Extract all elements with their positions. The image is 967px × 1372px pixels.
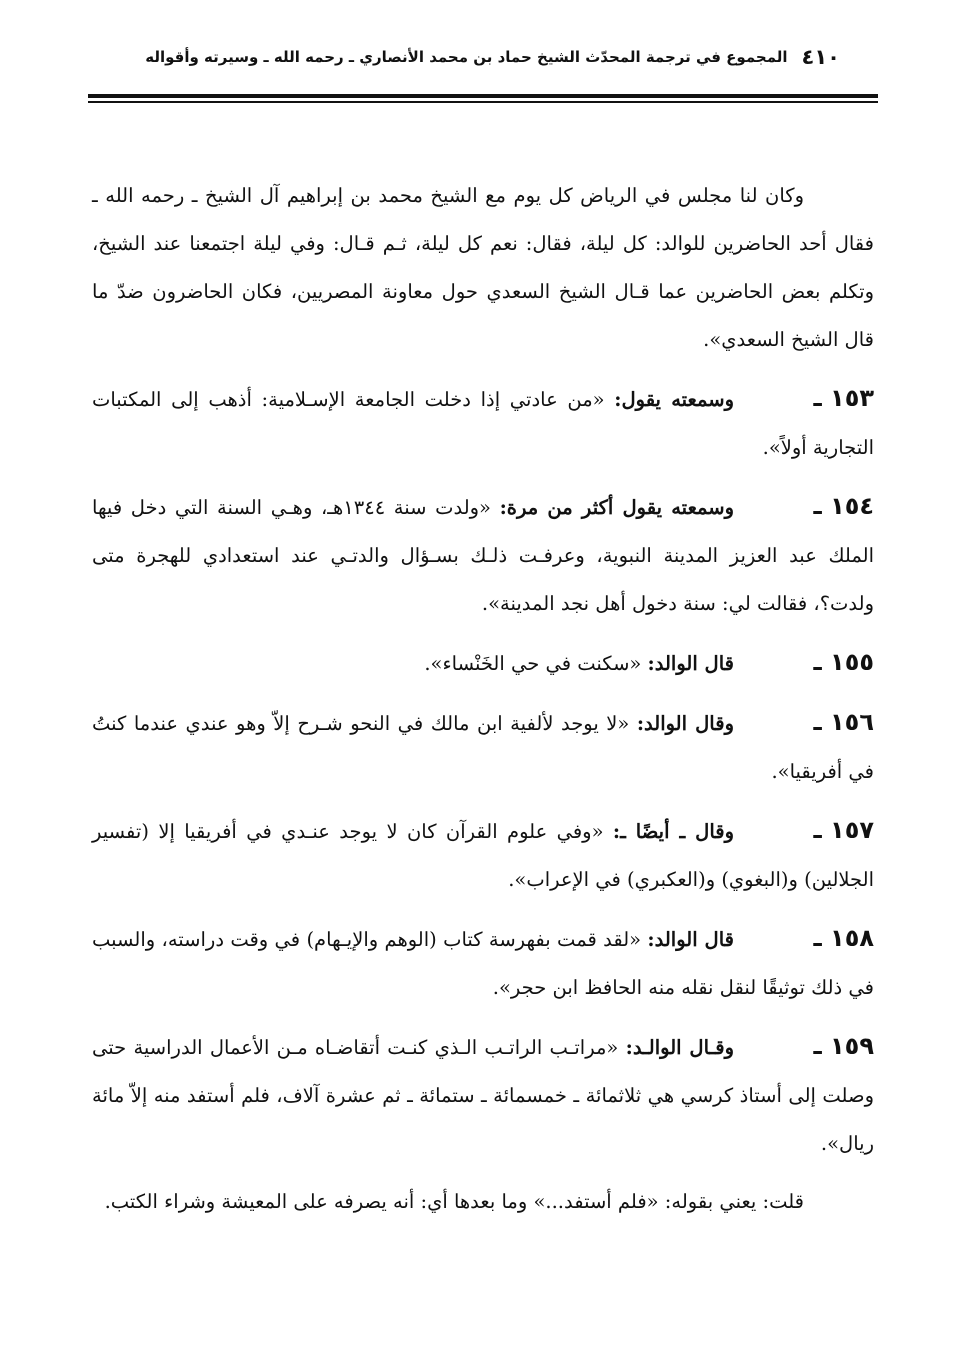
item-lead: قال الوالد: [647, 652, 734, 675]
item-153 [92, 374, 874, 472]
item-text: «وفي علوم القرآن كان لا يوجد عنـدي في أفريقيا إلا (تفسير الجلالين) و(البغوي) و(العكبري) في الإعراب». [92, 820, 874, 891]
item-159 [92, 1022, 874, 1168]
running-header [145, 40, 840, 74]
item-lead: وسمعته يقول: [614, 388, 734, 411]
item-lead: قال الوالد: [647, 928, 734, 951]
item-number: ١٥٧ ـ [813, 816, 874, 844]
item-number: ١٥٥ ـ [813, 648, 874, 676]
item-text: «لقد قمت بفهرسة كتاب (الوهم والإيـهام) في وقت دراسته، والسبب في ذلك توثيقًا لنقل نقله منه الحافظ ابن حجر». [92, 928, 874, 999]
item-lead: وسمعته يقول أكثر من مرة: [499, 496, 735, 519]
item-number: ١٥٨ ـ [813, 924, 874, 952]
item-number: ١٥٩ ـ [813, 1032, 874, 1060]
item-number: ١٥٦ ـ [813, 708, 874, 736]
item-text: «ولدت سنة ١٣٤٤هـ، وهـي السنة التي دخل فيها الملك عبد العزيز المدينة النبوية، وعرفـت ذلـك بسـؤال والدتـي عند استعدادي للهجرة متى ولدت؟، فقالت لي: سنة دخول أهل نجد المدينة». [92, 496, 874, 615]
item-lead: وقال الوالد: [636, 712, 734, 735]
item-number: ١٥٤ ـ [813, 492, 875, 520]
item-157 [92, 806, 874, 904]
item-text: «مراتـب الراتـب الـذي كنـت أتقاضـاه مـن الأعمال الدراسية حتى وصلت إلى أستاذ كرسي هي ثلاثمائة ـ خمسمائة ـ ستمائة ـ ثم عشرة آلاف، فلم أستفد منه إلاّ مائة ريال». [92, 1036, 874, 1155]
closing-note: قلت: يعني بقوله: «فلم أستفد...» وما بعدها أي: أنه يصرفه على المعيشة وشراء الكتب. [104, 1190, 804, 1213]
item-lead: وقـال الوالـد: [625, 1036, 734, 1059]
header-rule-thick [88, 94, 878, 98]
header-rule-thin [88, 101, 878, 103]
running-title: المجموع في ترجمة المحدّث الشيخ حماد بن محمد الأنصاري ـ رحمه الله ـ وسيرته وأقواله [145, 48, 788, 66]
item-155 [92, 638, 874, 688]
item-158 [92, 914, 874, 1012]
item-156 [92, 698, 874, 796]
item-text: «لا يوجد لألفية ابن مالك في النحو شـرح إلاّ وهو عندي عندما كنتُ في أفريقيا». [92, 712, 874, 783]
item-number: ١٥٣ ـ [813, 384, 874, 412]
intro-paragraph: وكان لنا مجلس في الرياض كل يوم مع الشيخ محمد بن إبراهيم آل الشيخ ـ رحمه الله ـ فقال أحد الحاضرين للوالد: كل ليلة، فقال: نعم كل ليلة، ثـم قـال: وفي ليلة اجتمعنا عند الشيخ، وتكلم بعض الحاضرين عما قـال الشيخ السعدي حول معاونة المصريين، فكان الحاضرون ضدّ ما قال الشيخ السعدي». [92, 184, 874, 351]
item-text: «سكنت في حي الخَنْساء». [424, 652, 648, 675]
item-text: «من عادتي إذا دخلت الجامعة الإسـلامية: أذهب إلى المكتبات التجارية أولاً». [92, 388, 874, 459]
item-154 [92, 482, 874, 628]
item-lead: وقال ـ أيضًا ـ: [612, 820, 734, 843]
page-number: ٤١٠ [801, 45, 840, 69]
page-body [92, 172, 874, 1236]
